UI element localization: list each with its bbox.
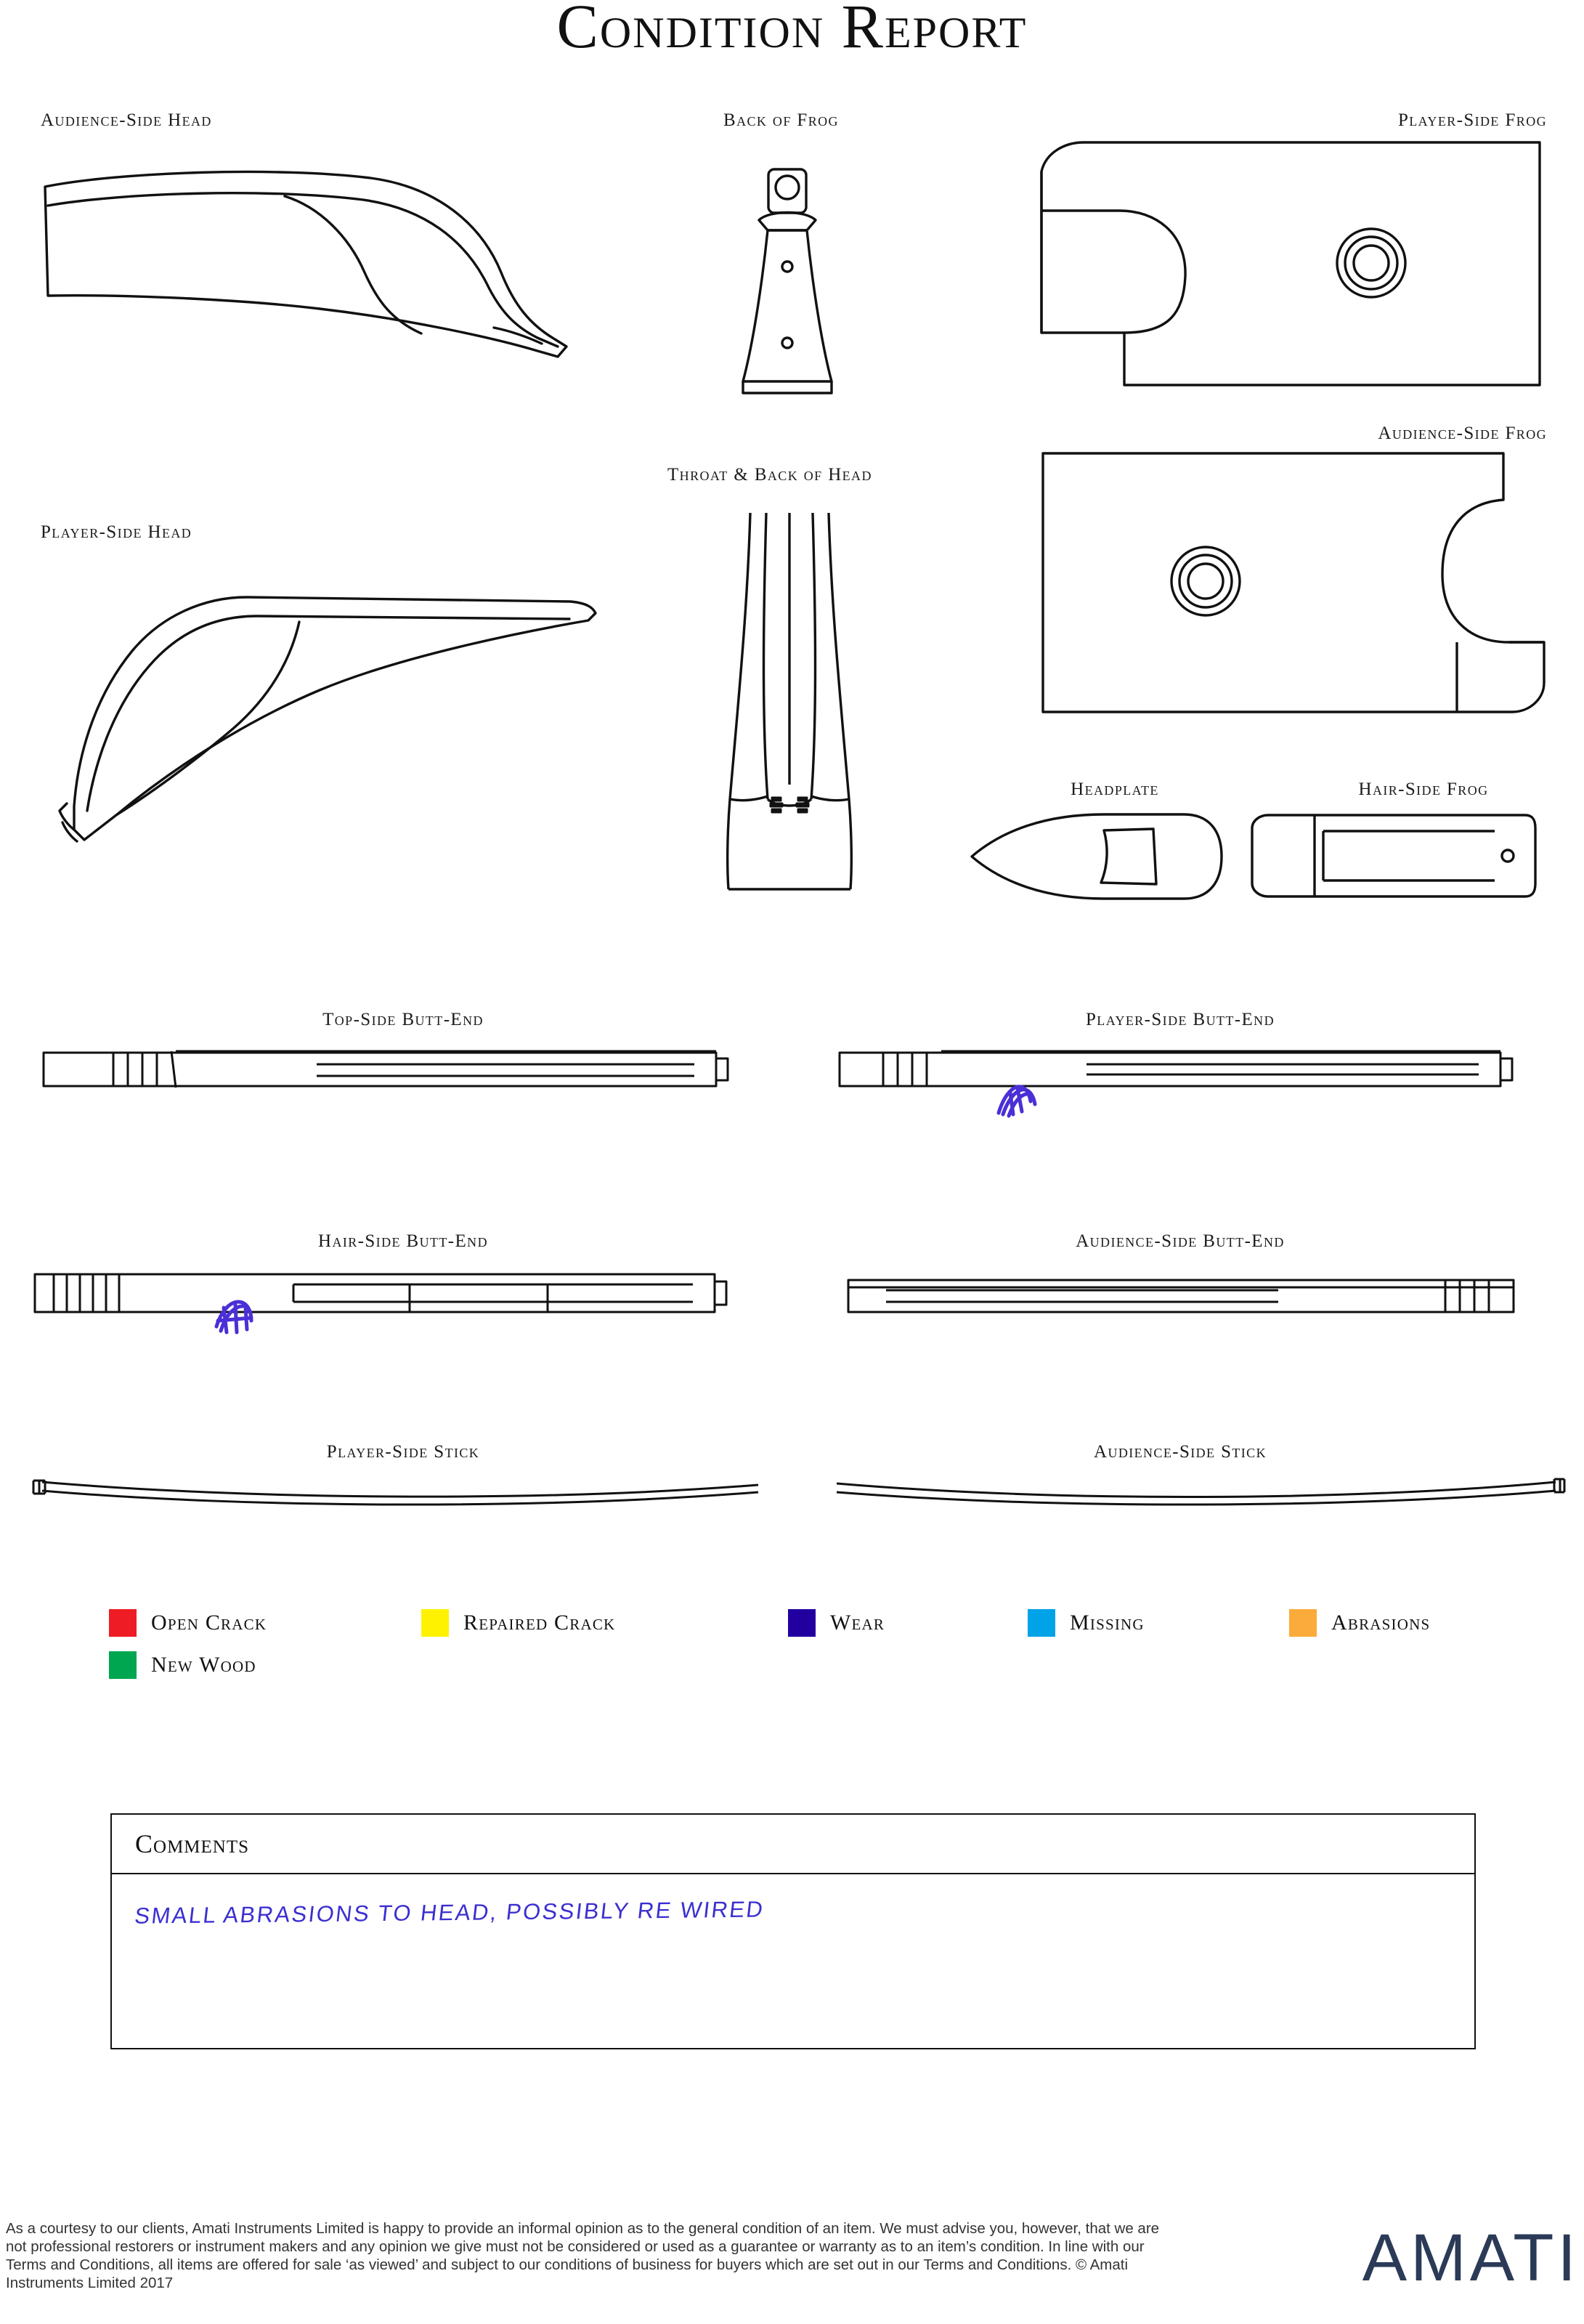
diagram-audience-side-frog	[1039, 449, 1547, 716]
legend-row-1	[109, 1609, 1489, 1637]
label-hair-side-frog: Hair-Side Frog	[1358, 780, 1489, 799]
legend-item-repaired-crack	[421, 1609, 788, 1637]
legend-label-wear: Wear	[830, 1611, 885, 1635]
legend-swatch-new-wood	[109, 1651, 137, 1679]
label-top-side-butt-end: Top-Side Butt-End	[322, 1010, 484, 1029]
diagram-player-side-stick	[29, 1467, 770, 1511]
diagram-hair-side-butt-end	[32, 1264, 736, 1322]
legend-label-open-crack: Open Crack	[151, 1611, 267, 1635]
legend-label-repaired-crack: Repaired Crack	[463, 1611, 616, 1635]
legend-label-missing: Missing	[1070, 1611, 1145, 1635]
label-player-side-frog: Player-Side Frog	[1397, 110, 1547, 130]
mark-wear-hair-side-butt-end	[209, 1295, 267, 1340]
diagram-top-side-butt-end	[41, 1042, 731, 1097]
legend-item-abrasions	[1289, 1609, 1430, 1637]
legend-item-missing	[1028, 1609, 1289, 1637]
label-audience-side-stick: Audience-Side Stick	[1093, 1442, 1267, 1462]
label-audience-side-head: Audience-Side Head	[41, 110, 212, 130]
legend-item-new-wood	[109, 1651, 256, 1679]
label-hair-side-butt-end: Hair-Side Butt-End	[318, 1231, 488, 1251]
brand-logo: AMATI	[1362, 2221, 1580, 2295]
legend-swatch-open-crack	[109, 1609, 137, 1637]
comments-title: Comments	[135, 1829, 250, 1858]
footer-disclaimer: As a courtesy to our clients, Amati Instruments Limited is happy to provide an informal opinion as to the general condition of an item. We must advise you, however, that we are not professional restorers or instrument makers and any opinion we give must not be considered or used as a guarantee or warranty as to an item’s condition. In line with our Terms and Conditions, all items are offered for sale ‘as viewed’ and subject to our conditions of business for buyers which are set out in our Terms and Conditions. © Amati Instruments Limited 2017	[6, 2220, 1160, 2291]
diagram-audience-side-butt-end	[842, 1264, 1532, 1322]
diagram-player-side-butt-end	[825, 1042, 1515, 1097]
diagram-player-side-head	[29, 559, 603, 865]
diagram-hair-side-frog	[1248, 812, 1538, 899]
legend-item-wear	[788, 1609, 1028, 1637]
diagram-audience-side-head	[29, 156, 581, 447]
comments-text: SMALL ABRASIONS TO HEAD, POSSIBLY RE WIRED	[133, 1896, 766, 1929]
label-player-side-stick: Player-Side Stick	[326, 1442, 480, 1462]
diagram-headplate	[966, 810, 1227, 904]
legend-swatch-wear	[788, 1609, 816, 1637]
legend-swatch-abrasions	[1289, 1609, 1317, 1637]
legend-row-2	[109, 1651, 1489, 1679]
diagram-back-of-frog	[715, 163, 861, 403]
label-audience-side-frog: Audience-Side Frog	[1378, 424, 1547, 443]
label-audience-side-butt-end: Audience-Side Butt-End	[1076, 1231, 1285, 1251]
label-player-side-head: Player-Side Head	[41, 522, 192, 542]
label-headplate: Headplate	[1071, 780, 1159, 799]
label-throat-and-back-of-head: Throat & Back of Head	[667, 465, 872, 485]
legend-label-new-wood: New Wood	[151, 1653, 256, 1677]
diagram-audience-side-stick	[828, 1467, 1569, 1511]
legend-item-open-crack	[109, 1609, 421, 1637]
mark-wear-player-side-butt-end	[993, 1081, 1045, 1122]
label-back-of-frog: Back of Frog	[723, 110, 839, 130]
page-title: Condition Report	[556, 0, 1028, 61]
legend-swatch-missing	[1028, 1609, 1055, 1637]
diagram-player-side-frog	[1039, 138, 1547, 403]
legend-label-abrasions: Abrasions	[1331, 1611, 1431, 1635]
diagram-throat-and-back-of-head	[723, 509, 857, 894]
legend	[109, 1609, 1489, 1693]
legend-swatch-repaired-crack	[421, 1609, 449, 1637]
comments-box	[110, 1813, 1476, 2049]
label-player-side-butt-end: Player-Side Butt-End	[1086, 1010, 1275, 1029]
